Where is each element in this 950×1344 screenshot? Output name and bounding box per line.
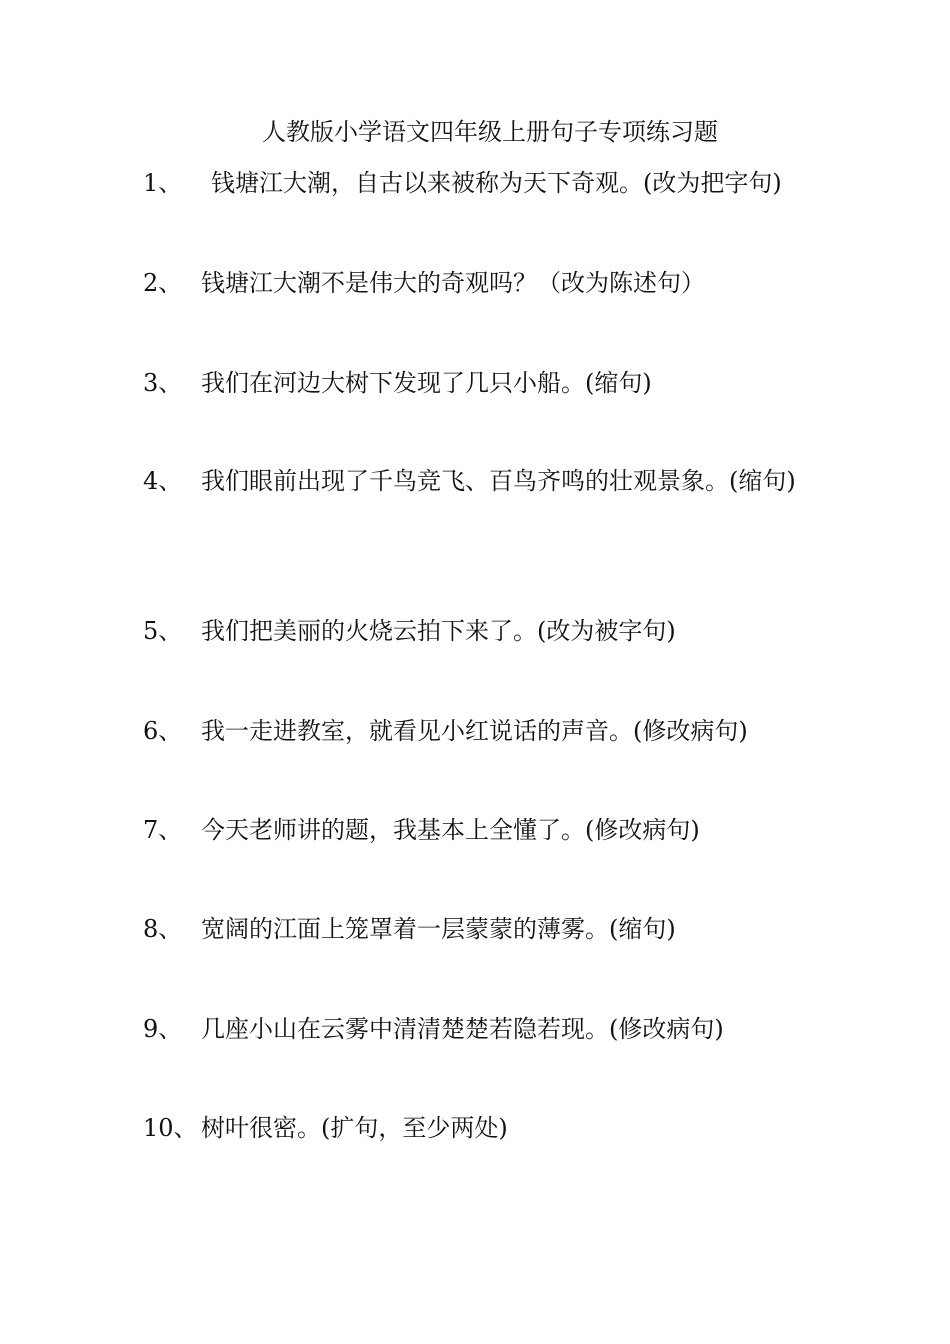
exercise-number: 6、 [143,717,183,745]
exercise-item-4 [143,458,823,504]
exercise-item-7 [143,807,823,853]
exercise-text: 我们眼前出现了千鸟竞飞、百鸟齐鸣的壮观景象。(缩句) [201,467,796,495]
exercise-text: 今天老师讲的题，我基本上全懂了。(修改病句) [201,816,700,844]
exercise-item-6 [143,708,823,754]
exercise-number: 9、 [143,1015,183,1043]
exercise-text: 钱塘江大潮，自古以来被称为天下奇观。(改为把字句) [211,169,782,197]
document-title: 人教版小学语文四年级上册句子专项练习题 [262,118,718,146]
exercise-number: 7、 [143,816,183,844]
exercise-number: 2、 [143,269,183,297]
exercise-number: 5、 [143,617,183,645]
exercise-text: 我们把美丽的火烧云拍下来了。(改为被字句) [201,617,676,645]
exercise-text: 树叶很密。(扩句，至少两处) [201,1114,508,1142]
exercise-text: 我一走进教室，就看见小红说话的声音。(修改病句) [201,717,748,745]
exercise-item-8 [143,906,823,952]
exercise-number: 4、 [143,467,183,495]
exercise-item-10 [143,1105,823,1151]
exercise-number: 1、 [143,169,183,197]
exercise-item-5 [143,608,823,654]
exercise-item-1 [143,160,823,206]
exercise-number: 10、 [143,1114,198,1142]
exercise-text: 宽阔的江面上笼罩着一层蒙蒙的薄雾。(缩句) [201,915,676,943]
exercise-item-3 [143,360,823,406]
exercise-number: 3、 [143,369,183,397]
exercise-text: 我们在河边大树下发现了几只小船。(缩句) [201,369,652,397]
exercise-text: 几座小山在云雾中清清楚楚若隐若现。(修改病句) [201,1015,724,1043]
exercise-number: 8、 [143,915,183,943]
exercise-item-2 [143,260,823,306]
exercise-text: 钱塘江大潮不是伟大的奇观吗？（改为陈述句） [201,269,705,297]
exercise-item-9 [143,1006,823,1052]
